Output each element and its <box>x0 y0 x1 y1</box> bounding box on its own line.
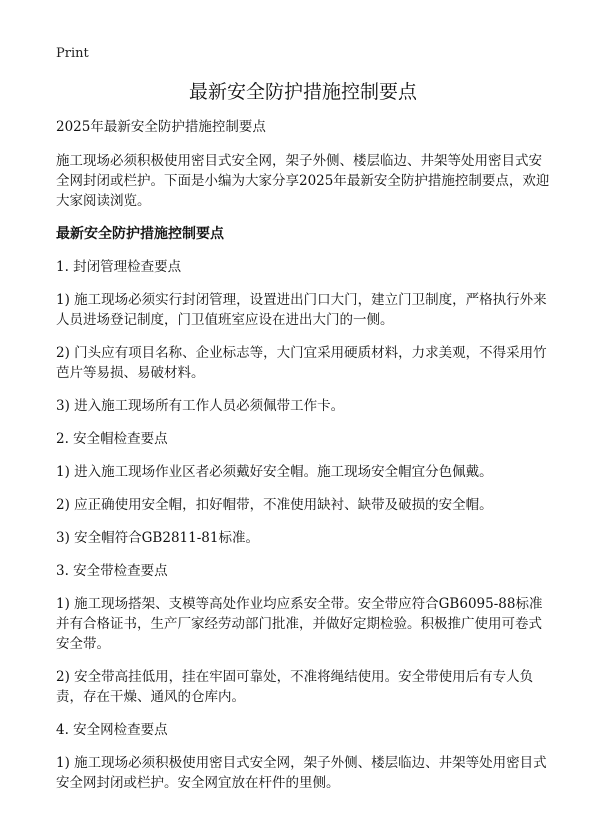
print-link[interactable]: Print <box>56 46 89 61</box>
section-item: 1) 施工现场必须积极使用密目式安全网，架子外侧、楼层临边、井架等处用密目式安全网封闭或栏护。安全网宜放在杆件的里侧。 <box>56 755 547 791</box>
section-closed-management <box>56 257 550 416</box>
intro-paragraph: 施工现场必须积极使用密目式安全网，架子外侧、楼层临边、井架等处用密目式安全网封闭或栏护。下面是小编为大家分享2025年最新安全防护措施控制要点，欢迎大家阅读浏览。 <box>56 153 550 209</box>
section-safety-net <box>56 720 550 793</box>
section-safety-helmet <box>56 429 550 548</box>
section-item: 1) 施工现场必须实行封闭管理，设置进出门口大门，建立门卫制度，严格执行外来人员进场登记制度，门卫值班室应设在进出大门的一侧。 <box>56 292 547 328</box>
section-item: 3) 进入施工现场所有工作人员必须佩带工作卡。 <box>56 398 345 414</box>
section-item: 1) 施工现场搭架、支模等高处作业均应系安全带。安全带应符合GB6095-88标准并有合格证书，生产厂家经劳动部门批准，并做好定期检验。积极推广使用可卷式安全带。 <box>56 596 543 652</box>
section-item: 2) 门头应有项目名称、企业标志等，大门宜采用硬质材料，力求美观，不得采用竹芭片等易损、易破材料。 <box>56 345 547 381</box>
section-title: 1. 封闭管理检查要点 <box>56 259 182 275</box>
section-item: 2) 应正确使用安全帽，扣好帽带，不准使用缺衬、缺带及破损的安全帽。 <box>56 497 493 513</box>
section-title: 3. 安全带检查要点 <box>56 563 168 579</box>
section-safety-belt <box>56 561 550 707</box>
page-title: 最新安全防护措施控制要点 <box>188 81 417 103</box>
document-subtitle: 2025年最新安全防护措施控制要点 <box>56 119 266 135</box>
section-title: 2. 安全帽检查要点 <box>56 431 168 447</box>
main-heading: 最新安全防护措施控制要点 <box>56 226 224 242</box>
section-item: 1) 进入施工现场作业区者必须戴好安全帽。施工现场安全帽宜分色佩戴。 <box>56 464 493 480</box>
section-title: 4. 安全网检查要点 <box>56 722 168 738</box>
section-item: 3) 安全帽符合GB2811-81标准。 <box>56 530 259 546</box>
section-item: 2) 安全带高挂低用，挂在牢固可靠处，不准将绳结使用。安全带使用后有专人负责，存在干燥、通风的仓库内。 <box>56 669 534 705</box>
